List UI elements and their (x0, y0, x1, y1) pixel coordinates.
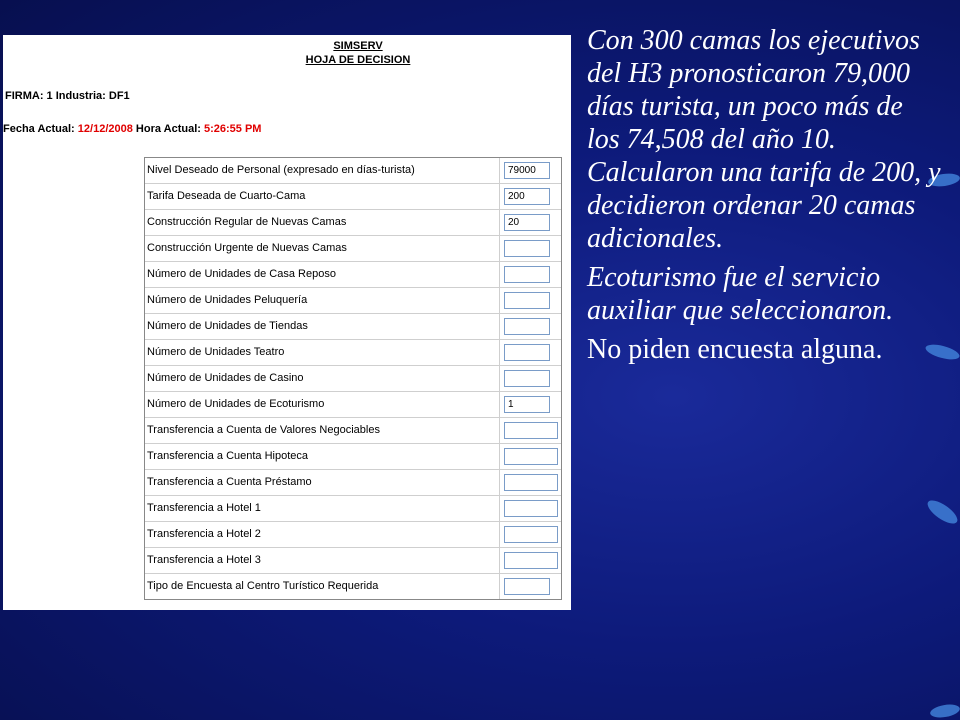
table-row (145, 236, 561, 262)
tarifa-input[interactable]: 200 (504, 188, 550, 205)
hora-value: 5:26:55 PM (203, 123, 262, 135)
row-label: Transferencia a Cuenta Préstamo (145, 470, 500, 495)
encuesta-input[interactable] (504, 578, 550, 595)
note-paragraph-3: No piden encuesta alguna. (587, 334, 883, 365)
row-label: Tarifa Deseada de Cuarto-Cama (145, 184, 500, 209)
row-label: Transferencia a Hotel 2 (145, 522, 500, 547)
decision-sheet-screenshot (3, 35, 571, 610)
construccion-urgente-input[interactable] (504, 240, 550, 257)
row-label: Nivel Deseado de Personal (expresado en días-turista) (145, 158, 500, 183)
decorative-streak (924, 496, 960, 528)
peluqueria-input[interactable] (504, 292, 550, 309)
hipoteca-input[interactable] (504, 448, 558, 465)
table-row (145, 548, 561, 574)
table-row (145, 496, 561, 522)
hotel-3-input[interactable] (504, 552, 558, 569)
fecha-value: 12/12/2008 (77, 123, 133, 135)
row-label: Transferencia a Cuenta de Valores Negociables (145, 418, 500, 443)
title-hoja-decision: HOJA DE DECISION (305, 54, 411, 66)
hora-label: Hora Actual: (135, 123, 201, 135)
tiendas-input[interactable] (504, 318, 550, 335)
table-row (145, 210, 561, 236)
row-label: Número de Unidades Teatro (145, 340, 500, 365)
table-row (145, 314, 561, 340)
table-row (145, 392, 561, 418)
table-row (145, 470, 561, 496)
row-label: Tipo de Encuesta al Centro Turístico Requerida (145, 574, 500, 599)
row-label: Número de Unidades de Casa Reposo (145, 262, 500, 287)
firma-line: FIRMA: 1 Industria: DF1 (5, 90, 130, 102)
table-row (145, 340, 561, 366)
row-label: Construcción Regular de Nuevas Camas (145, 210, 500, 235)
row-label: Número de Unidades de Ecoturismo (145, 392, 500, 417)
casa-reposo-input[interactable] (504, 266, 550, 283)
table-row (145, 366, 561, 392)
row-label: Transferencia a Cuenta Hipoteca (145, 444, 500, 469)
table-row (145, 444, 561, 470)
fecha-label: Fecha Actual: (3, 123, 75, 135)
table-row (145, 418, 561, 444)
ecoturismo-input[interactable]: 1 (504, 396, 550, 413)
row-label: Transferencia a Hotel 1 (145, 496, 500, 521)
row-label: Número de Unidades Peluquería (145, 288, 500, 313)
note-paragraph-2: Ecoturismo fue el servicio auxiliar que seleccionaron. (587, 262, 894, 326)
construccion-regular-input[interactable]: 20 (504, 214, 550, 231)
table-row (145, 184, 561, 210)
casino-input[interactable] (504, 370, 550, 387)
row-label: Número de Unidades de Tiendas (145, 314, 500, 339)
table-row (145, 262, 561, 288)
prestamo-input[interactable] (504, 474, 558, 491)
valores-negociables-input[interactable] (504, 422, 558, 439)
decision-table (144, 157, 562, 600)
table-row (145, 574, 561, 599)
slide-notes (587, 24, 942, 372)
teatro-input[interactable] (504, 344, 550, 361)
row-label: Construcción Urgente de Nuevas Camas (145, 236, 500, 261)
note-paragraph-1: Con 300 camas los ejecutivos del H3 pronosticaron 79,000 días turista, un poco más de los 74,508 del año 10. Calcularon una tarifa de 200, y decidieron ordenar 20 camas adicionales. (587, 25, 941, 254)
decorative-streak (929, 702, 960, 719)
row-label: Transferencia a Hotel 3 (145, 548, 500, 573)
table-row (145, 158, 561, 184)
personal-input[interactable]: 79000 (504, 162, 550, 179)
hotel-1-input[interactable] (504, 500, 558, 517)
hotel-2-input[interactable] (504, 526, 558, 543)
sheet-title (283, 39, 433, 67)
date-time-line (3, 123, 261, 135)
table-row (145, 522, 561, 548)
title-simserv: SIMSERV (333, 40, 383, 52)
row-label: Número de Unidades de Casino (145, 366, 500, 391)
table-row (145, 288, 561, 314)
